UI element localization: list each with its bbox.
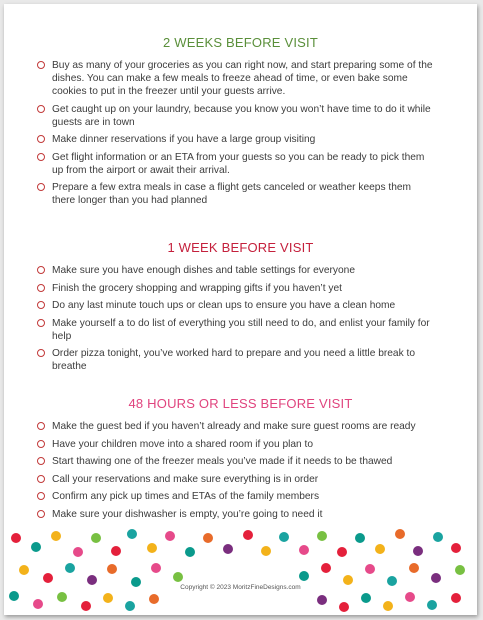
section-48-hours xyxy=(4,396,477,526)
confetti-dot xyxy=(409,563,419,573)
confetti-dot xyxy=(451,543,461,553)
confetti-dot xyxy=(103,593,113,603)
circle-bullet-icon xyxy=(37,440,45,448)
confetti-dots-decoration xyxy=(4,524,477,615)
item-text: Prepare a few extra meals in case a flight gets canceled or weather keeps them there longer than you had planned xyxy=(52,182,412,207)
item-text: Get caught up on your laundry, because you know you won’t have time to do it while guests are in town xyxy=(52,103,431,128)
confetti-dot xyxy=(451,593,461,603)
confetti-dot xyxy=(73,547,83,557)
list-item xyxy=(4,347,477,373)
confetti-dot xyxy=(11,533,21,543)
list-item xyxy=(4,420,477,433)
item-text: Make yourself a to do list of everything you still need to do, and enlist your family for help xyxy=(52,317,430,342)
list-item xyxy=(4,299,477,312)
confetti-dot xyxy=(321,563,331,573)
checklist xyxy=(4,59,477,207)
section-heading: 2 WEEKS BEFORE VISIT xyxy=(163,35,318,50)
confetti-dot xyxy=(111,546,121,556)
circle-bullet-icon xyxy=(37,284,45,292)
confetti-dot xyxy=(375,544,385,554)
list-item xyxy=(4,282,477,295)
circle-bullet-icon xyxy=(37,492,45,500)
section-2-weeks xyxy=(4,35,477,212)
item-text: Make the guest bed if you haven’t already and make sure guest rooms are ready xyxy=(52,421,416,432)
confetti-dot xyxy=(127,529,137,539)
item-text: Have your children move into a shared room if you plan to xyxy=(52,438,314,450)
list-item xyxy=(4,151,477,177)
confetti-dot xyxy=(107,564,117,574)
list-item xyxy=(4,264,477,277)
confetti-dot xyxy=(125,601,135,611)
item-text: Buy as many of your groceries as you can right now, and start preparing some of the dishes. You can make a few meals to freeze ahead of time, or even bake some cookies to put in the freezer until your guests arrive. xyxy=(52,60,433,97)
section-heading: 1 WEEK BEFORE VISIT xyxy=(167,240,314,255)
confetti-dot xyxy=(279,532,289,542)
confetti-dot xyxy=(317,595,327,605)
confetti-dot xyxy=(151,563,161,573)
confetti-dot xyxy=(455,565,465,575)
confetti-dot xyxy=(19,565,29,575)
confetti-dot xyxy=(299,571,309,581)
list-item xyxy=(4,181,477,207)
confetti-dot xyxy=(51,531,61,541)
circle-bullet-icon xyxy=(37,266,45,274)
confetti-dot xyxy=(339,602,349,612)
confetti-dot xyxy=(57,592,67,602)
circle-bullet-icon xyxy=(37,153,45,161)
confetti-dot xyxy=(33,599,43,609)
circle-bullet-icon xyxy=(37,183,45,191)
list-item xyxy=(4,59,477,98)
confetti-dot xyxy=(165,531,175,541)
item-text: Do any last minute touch ups or clean ups to ensure you have a clean home xyxy=(52,300,396,312)
checklist xyxy=(4,420,477,521)
circle-bullet-icon xyxy=(37,457,45,465)
item-text: Finish the grocery shopping and wrapping gifts if you haven’t yet xyxy=(52,282,342,294)
circle-bullet-icon xyxy=(37,422,45,430)
item-text: Make sure you have enough dishes and table settings for everyone xyxy=(52,265,355,276)
section-heading: 48 HOURS OR LESS BEFORE VISIT xyxy=(128,396,353,411)
confetti-dot xyxy=(427,600,437,610)
circle-bullet-icon xyxy=(37,510,45,518)
confetti-dot xyxy=(223,544,233,554)
confetti-dot xyxy=(65,563,75,573)
confetti-dot xyxy=(405,592,415,602)
confetti-dot xyxy=(299,545,309,555)
confetti-dot xyxy=(81,601,91,611)
confetti-dot xyxy=(361,593,371,603)
item-text: Order pizza tonight, you’ve worked hard to prepare and you need a little break to breathe xyxy=(52,348,416,373)
confetti-dot xyxy=(413,546,423,556)
confetti-dot xyxy=(147,543,157,553)
item-text: Confirm any pick up times and ETAs of the family members xyxy=(52,491,320,503)
circle-bullet-icon xyxy=(37,349,45,357)
confetti-dot xyxy=(337,547,347,557)
circle-bullet-icon xyxy=(37,319,45,327)
item-text: Get flight information or an ETA from your guests so you can be ready to pick them up from the airport or await their arrival. xyxy=(52,151,425,176)
item-text: Call your reservations and make sure everything is in order xyxy=(52,473,319,485)
confetti-dot xyxy=(433,532,443,542)
confetti-dot xyxy=(43,573,53,583)
section-1-week xyxy=(4,240,477,378)
circle-bullet-icon xyxy=(37,135,45,143)
list-item xyxy=(4,438,477,451)
confetti-dot xyxy=(203,533,213,543)
list-item xyxy=(4,455,477,468)
confetti-dot xyxy=(355,533,365,543)
confetti-dot xyxy=(91,533,101,543)
printable-page xyxy=(4,4,477,615)
circle-bullet-icon xyxy=(37,61,45,69)
confetti-dot xyxy=(9,591,19,601)
confetti-dot xyxy=(383,601,393,611)
checklist xyxy=(4,264,477,373)
item-text: Start thawing one of the freezer meals you’ve made if it needs to be thawed xyxy=(52,456,393,468)
confetti-dot xyxy=(243,530,253,540)
copyright-text: Copyright © 2023 MoritzFineDesigns.com xyxy=(180,584,301,591)
confetti-dot xyxy=(173,572,183,582)
confetti-dot xyxy=(431,573,441,583)
confetti-dot xyxy=(317,531,327,541)
list-item xyxy=(4,508,477,521)
list-item xyxy=(4,490,477,503)
list-item xyxy=(4,133,477,146)
confetti-dot xyxy=(395,529,405,539)
circle-bullet-icon xyxy=(37,105,45,113)
item-text: Make sure your dishwasher is empty, you’re going to need it xyxy=(52,508,323,520)
circle-bullet-icon xyxy=(37,301,45,309)
list-item xyxy=(4,103,477,129)
circle-bullet-icon xyxy=(37,475,45,483)
confetti-dot xyxy=(149,594,159,604)
confetti-dot xyxy=(31,542,41,552)
confetti-dot xyxy=(365,564,375,574)
confetti-dot xyxy=(185,547,195,557)
item-text: Make dinner reservations if you have a large group visiting xyxy=(52,134,316,146)
list-item xyxy=(4,317,477,343)
confetti-dot xyxy=(261,546,271,556)
list-item xyxy=(4,473,477,486)
